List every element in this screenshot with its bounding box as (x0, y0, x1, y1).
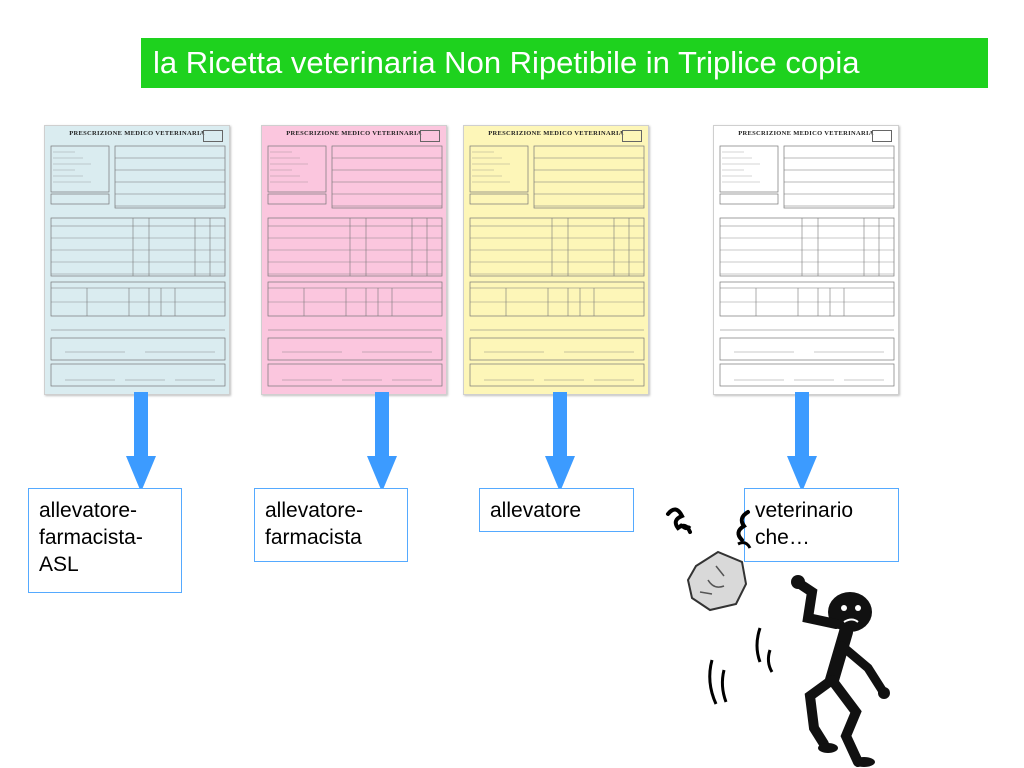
label-line: farmacista- (39, 526, 143, 549)
recipient-label-2 (254, 488, 408, 562)
slide-title-bar (141, 38, 988, 88)
form-grid-lines (464, 126, 649, 395)
arrow-down-icon (126, 392, 156, 492)
prescription-form-copy-blue (44, 125, 230, 395)
label-line: veterinario (755, 499, 854, 522)
arrow-down-icon (545, 392, 575, 492)
arrow-down-icon (367, 392, 397, 492)
prescription-form-copy-white (713, 125, 899, 395)
slide-title: la Ricetta veterinaria Non Ripetibile in Triplice copia (153, 45, 860, 80)
arrow-down-icon (787, 392, 817, 492)
label-line: farmacista (265, 526, 362, 549)
form-header: PRESCRIZIONE MEDICO VETERINARIA (69, 130, 205, 137)
prescription-form-copy-pink (261, 125, 447, 395)
form-grid-lines (262, 126, 447, 395)
frustrated-stick-figure-clipart (660, 500, 910, 768)
form-grid-lines (714, 126, 899, 395)
label-line: ASL (39, 553, 79, 576)
form-grid-lines (45, 126, 230, 395)
form-header: PRESCRIZIONE MEDICO VETERINARIA (286, 130, 422, 137)
recipient-label-1 (28, 488, 182, 593)
recipient-label-3 (479, 488, 634, 532)
form-header: PRESCRIZIONE MEDICO VETERINARIA (488, 130, 624, 137)
prescription-form-copy-yellow (463, 125, 649, 395)
label-line: allevatore (490, 499, 582, 522)
label-line: allevatore- (39, 499, 138, 522)
label-line: allevatore- (265, 499, 364, 522)
label-line: che… (755, 526, 810, 549)
form-header: PRESCRIZIONE MEDICO VETERINARIA (738, 130, 874, 137)
